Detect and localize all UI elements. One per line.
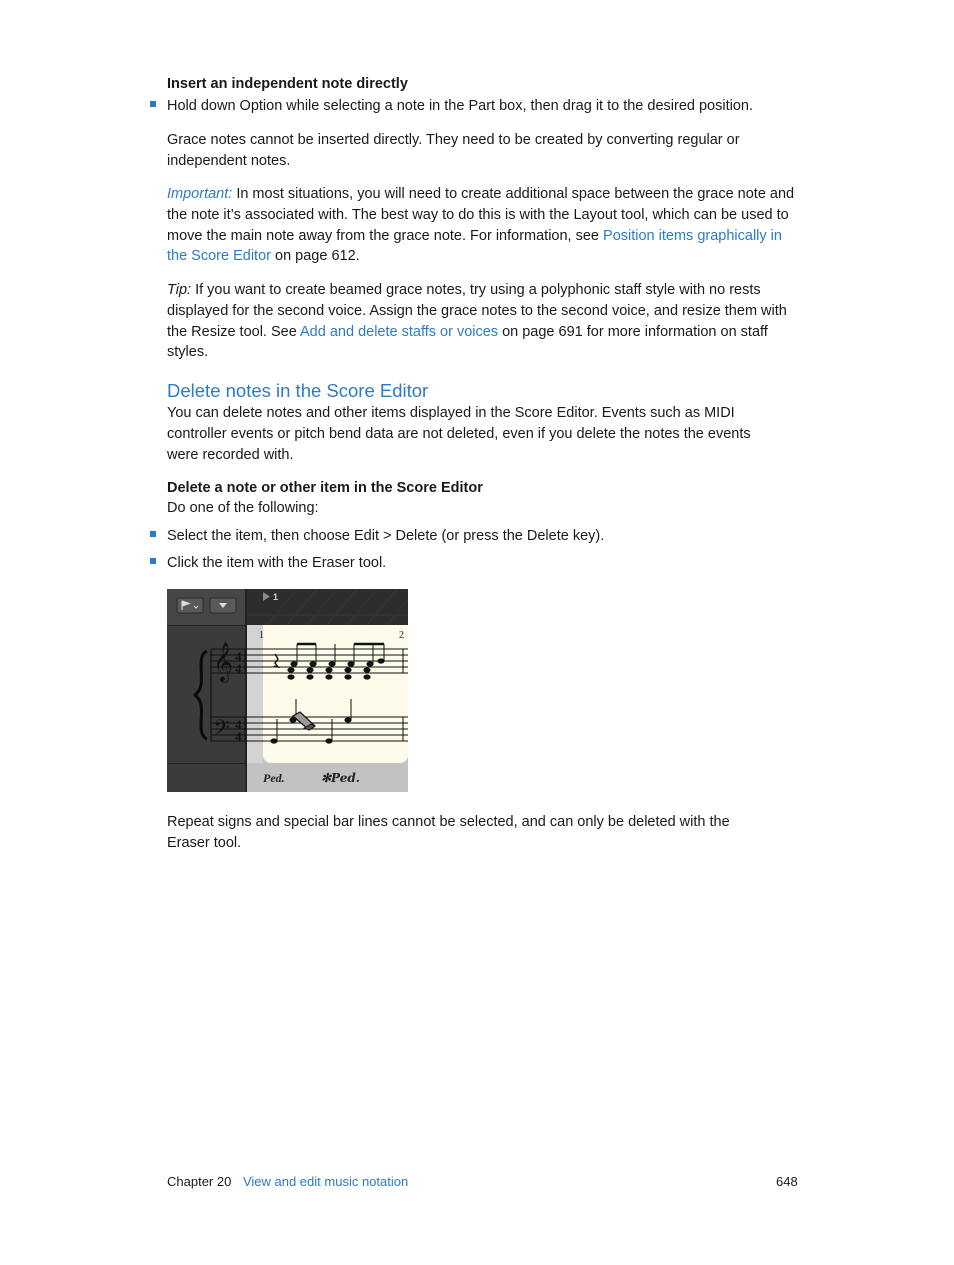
svg-text:4: 4: [235, 661, 242, 676]
ruler-bar-number: 1: [273, 592, 279, 602]
bar-number-2: 2: [399, 630, 404, 641]
link-position-items[interactable]: Position items graphically in the Score Editor: [167, 227, 782, 265]
do-one-of-following: Do one of the following:: [167, 500, 319, 516]
svg-text:4: 4: [235, 729, 242, 744]
bar-number-1: 1: [259, 630, 264, 641]
tip-text: If you want to create beamed grace notes, try using a polyphonic staff style with no rests displayed for the second voice. Assign the grace notes to the second voice, and resize them with the Resize tool. See: [167, 282, 787, 340]
section-title-delete-notes: Delete notes in the Score Editor: [167, 380, 429, 401]
bullet-edit-delete: Select the item, then choose Edit > Delete (or press the Delete key).: [167, 528, 605, 544]
important-tail: on page 612.: [275, 248, 360, 265]
pedal-marking-2: ✻Ped.: [321, 771, 360, 785]
score-editor-screenshot: [167, 589, 408, 792]
paragraph-grace-notes: Grace notes cannot be inserted directly. They need to be created by converting regular or independent notes.: [167, 132, 740, 169]
chapter-link[interactable]: View and edit music notation: [242, 1174, 409, 1189]
footer-chapter: [167, 1174, 408, 1190]
pedal-marking-1: Ped.: [263, 771, 285, 785]
chapter-label: Chapter 20: [167, 1174, 232, 1189]
link-add-delete-staffs[interactable]: Add and delete staffs or voices: [300, 323, 499, 340]
bullet-marker: [150, 531, 156, 537]
subheading-insert-independent-note: Insert an independent note directly: [167, 76, 408, 92]
bullet-marker: [150, 101, 156, 107]
bullet-marker: [150, 558, 156, 564]
tip-tail: on page 691 for more information on staff styles.: [167, 323, 768, 361]
tip-note: [167, 280, 797, 363]
bullet-option-drag: Hold down Option while selecting a note in the Part box, then drag it to the desired position.: [167, 98, 753, 114]
bullet-eraser-tool: Click the item with the Eraser tool.: [167, 555, 387, 571]
chevron-down-icon[interactable]: [210, 598, 236, 613]
important-label: Important:: [167, 186, 233, 202]
paragraph-delete-intro: You can delete notes and other items displayed in the Score Editor. Events such as MIDI controller events or pitch bend data are not deleted, even if you delete the notes the events were recorded with.: [167, 405, 751, 463]
bass-clef-icon: 𝄢: [213, 716, 230, 746]
important-text: In most situations, you will need to create additional space between the grace note and the note it’s associated with. The best way to do this is with the Layout tool, which can be used to move the main note away from the grace note. For information, see: [167, 186, 795, 244]
subheading-delete-note: Delete a note or other item in the Score Editor: [167, 480, 483, 496]
flag-menu-button[interactable]: [177, 598, 203, 613]
important-note: [167, 184, 795, 267]
page-number: 648: [776, 1174, 798, 1189]
svg-text:4: 4: [235, 649, 242, 664]
svg-text:4: 4: [235, 717, 242, 732]
tip-label: Tip:: [167, 282, 192, 298]
treble-clef-icon: 𝄞: [213, 642, 234, 682]
paragraph-repeat-signs: Repeat signs and special bar lines cannot be selected, and can only be deleted with the Eraser tool.: [167, 814, 730, 851]
